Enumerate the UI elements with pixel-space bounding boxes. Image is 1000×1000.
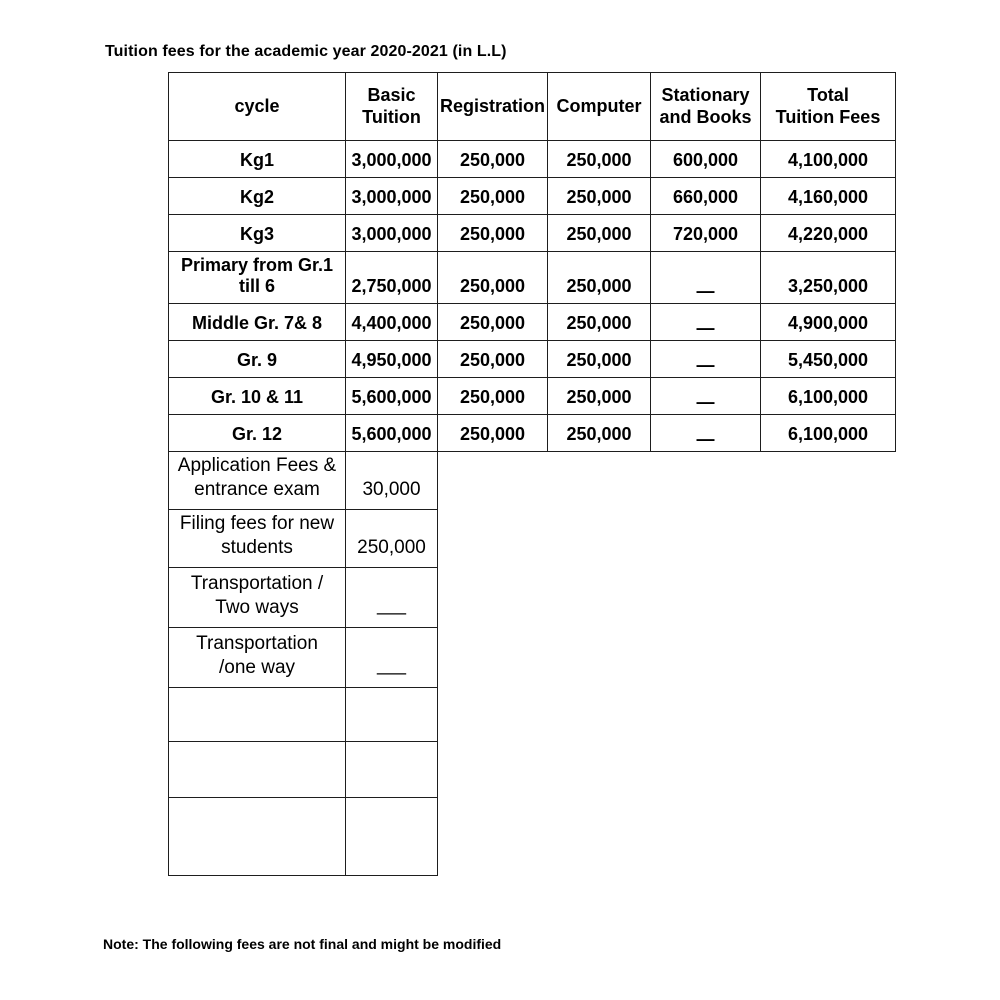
dash-placeholder: — <box>696 354 715 375</box>
basic-tuition-cell: 2,750,000 <box>346 252 438 304</box>
stationary-cell <box>651 252 761 304</box>
stationary-cell: 660,000 <box>651 178 761 215</box>
registration-cell: 250,000 <box>438 341 548 378</box>
header-total-fees <box>761 73 896 141</box>
extra-label-line: Transportation / <box>190 573 324 595</box>
empty-area <box>438 798 896 876</box>
total-cell: 4,900,000 <box>761 304 896 341</box>
header-label: Computer <box>556 95 642 116</box>
dash-placeholder: — <box>696 280 715 301</box>
dash-placeholder: — <box>696 428 715 449</box>
cycle-cell: Kg1 <box>169 141 346 178</box>
empty-value-cell <box>346 742 438 798</box>
empty-area <box>438 568 896 628</box>
fee-row-kg2 <box>169 178 896 215</box>
extra-label-cell <box>169 452 346 510</box>
header-label: Stationary <box>661 84 750 105</box>
header-label: Tuition Fees <box>775 106 881 127</box>
extra-label-line: students <box>221 537 293 559</box>
extra-label-line: /one way <box>218 657 296 679</box>
dash-placeholder: — <box>376 663 407 685</box>
empty-area <box>438 688 896 742</box>
total-cell: 5,450,000 <box>761 341 896 378</box>
computer-cell: 250,000 <box>548 141 651 178</box>
extra-label-cell <box>169 568 346 628</box>
extra-value-cell: 30,000 <box>346 452 438 510</box>
total-cell: 4,160,000 <box>761 178 896 215</box>
registration-cell: 250,000 <box>438 415 548 452</box>
extra-value-cell: 250,000 <box>346 510 438 568</box>
computer-cell: 250,000 <box>548 304 651 341</box>
dash-placeholder: — <box>376 603 407 625</box>
dash-placeholder: — <box>696 391 715 412</box>
stationary-cell: 720,000 <box>651 215 761 252</box>
basic-tuition-cell: 5,600,000 <box>346 378 438 415</box>
stationary-cell <box>651 415 761 452</box>
empty-area <box>438 510 896 568</box>
extra-label-line: Two ways <box>215 597 299 619</box>
empty-row <box>169 688 896 742</box>
header-label: Registration <box>439 95 545 116</box>
extra-label-line: Application Fees & <box>177 455 337 477</box>
header-label: cycle <box>234 95 280 116</box>
extra-row-transportation-one-way <box>169 628 896 688</box>
header-basic-tuition <box>346 73 438 141</box>
computer-cell: 250,000 <box>548 415 651 452</box>
extra-label-cell <box>169 510 346 568</box>
cycle-cell: Gr. 12 <box>169 415 346 452</box>
empty-area <box>438 452 896 510</box>
total-cell: 6,100,000 <box>761 415 896 452</box>
header-cycle <box>169 73 346 141</box>
cycle-cell: Gr. 9 <box>169 341 346 378</box>
extra-label-line: entrance exam <box>194 479 320 501</box>
header-registration <box>438 73 548 141</box>
total-cell: 4,100,000 <box>761 141 896 178</box>
dash-placeholder: — <box>696 317 715 338</box>
stationary-cell <box>651 304 761 341</box>
fee-row-gr10-11 <box>169 378 896 415</box>
computer-cell: 250,000 <box>548 178 651 215</box>
empty-label-cell <box>169 742 346 798</box>
computer-cell: 250,000 <box>548 378 651 415</box>
computer-cell: 250,000 <box>548 215 651 252</box>
fee-row-middle <box>169 304 896 341</box>
empty-label-cell <box>169 798 346 876</box>
computer-cell: 250,000 <box>548 252 651 304</box>
cycle-cell: Kg3 <box>169 215 346 252</box>
extra-row-application-fees <box>169 452 896 510</box>
registration-cell: 250,000 <box>438 378 548 415</box>
cycle-cell <box>169 252 346 304</box>
fee-row-primary <box>169 252 896 304</box>
fee-row-kg3 <box>169 215 896 252</box>
cycle-cell: Gr. 10 & 11 <box>169 378 346 415</box>
empty-row <box>169 798 896 876</box>
basic-tuition-cell: 4,400,000 <box>346 304 438 341</box>
header-label: Total <box>807 84 849 105</box>
total-cell: 6,100,000 <box>761 378 896 415</box>
registration-cell: 250,000 <box>438 304 548 341</box>
basic-tuition-cell: 5,600,000 <box>346 415 438 452</box>
cycle-cell: Kg2 <box>169 178 346 215</box>
empty-area <box>438 628 896 688</box>
header-label: and Books <box>659 106 752 127</box>
empty-value-cell <box>346 688 438 742</box>
extra-label-cell <box>169 628 346 688</box>
cycle-label-line: till 6 <box>238 275 275 296</box>
empty-label-cell <box>169 688 346 742</box>
basic-tuition-cell: 3,000,000 <box>346 141 438 178</box>
stationary-cell <box>651 378 761 415</box>
stationary-cell: 600,000 <box>651 141 761 178</box>
extra-row-filing-fees <box>169 510 896 568</box>
header-label: Tuition <box>362 106 421 127</box>
basic-tuition-cell: 3,000,000 <box>346 215 438 252</box>
basic-tuition-cell: 4,950,000 <box>346 341 438 378</box>
registration-cell: 250,000 <box>438 252 548 304</box>
total-cell: 3,250,000 <box>761 252 896 304</box>
header-label: Basic <box>367 84 416 105</box>
basic-tuition-cell: 3,000,000 <box>346 178 438 215</box>
fee-row-kg1 <box>169 141 896 178</box>
registration-cell: 250,000 <box>438 141 548 178</box>
header-stationary-books <box>651 73 761 141</box>
fee-row-gr12 <box>169 415 896 452</box>
empty-area <box>438 742 896 798</box>
total-cell: 4,220,000 <box>761 215 896 252</box>
registration-cell: 250,000 <box>438 215 548 252</box>
registration-cell: 250,000 <box>438 178 548 215</box>
extra-label-line: Transportation <box>196 633 318 655</box>
stationary-cell <box>651 341 761 378</box>
empty-row <box>169 742 896 798</box>
cycle-label-line: Primary from Gr.1 <box>180 254 334 275</box>
tuition-fees-table <box>168 72 896 876</box>
extra-value-cell <box>346 568 438 628</box>
cycle-cell: Middle Gr. 7& 8 <box>169 304 346 341</box>
page-title: Tuition fees for the academic year 2020-2021 (in L.L) <box>105 43 507 60</box>
header-computer <box>548 73 651 141</box>
extra-value-cell <box>346 628 438 688</box>
footer-note: Note: The following fees are not final and might be modified <box>103 936 502 952</box>
header-row <box>169 73 896 141</box>
empty-value-cell <box>346 798 438 876</box>
extra-row-transportation-two-ways <box>169 568 896 628</box>
fee-row-gr9 <box>169 341 896 378</box>
extra-label-line: Filing fees for new <box>179 513 335 535</box>
computer-cell: 250,000 <box>548 341 651 378</box>
